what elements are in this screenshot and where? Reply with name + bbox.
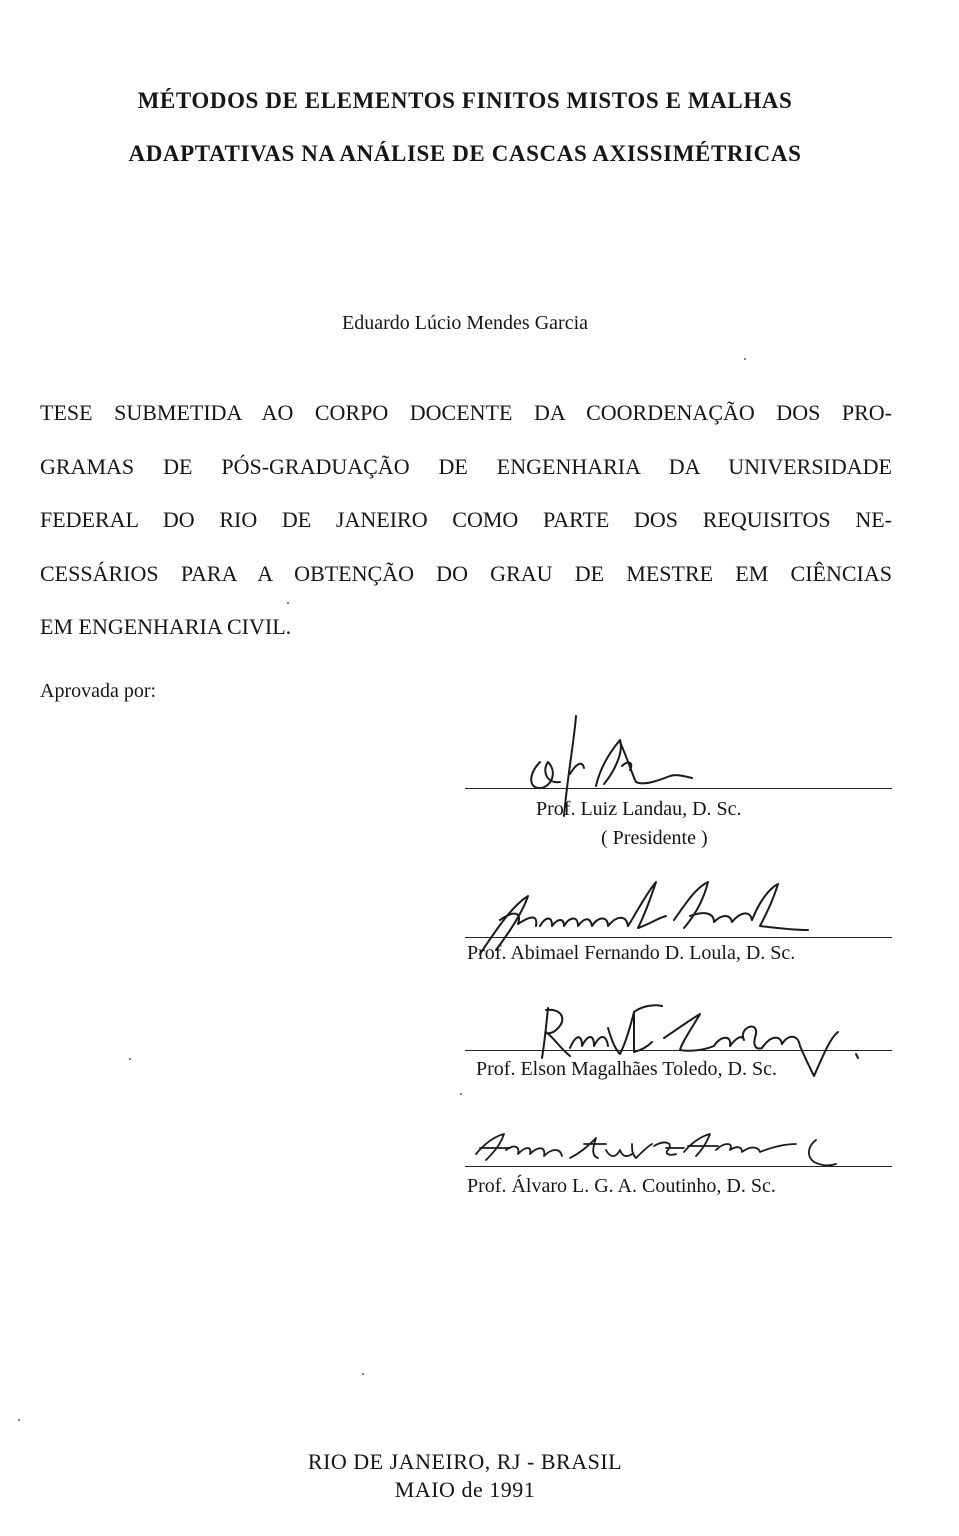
footer-location: RIO DE JANEIRO, RJ - BRASIL	[307, 1449, 623, 1474]
thesis-statement-line-2: GRAMAS DE PÓS-GRADUAÇÃO DE ENGENHARIA DA UNIVERSIDADE	[40, 454, 892, 479]
committee-member-4-name: Prof. Álvaro L. G. A. Coutinho, D. Sc.	[467, 1175, 776, 1197]
thesis-statement-line-4: CESSÁRIOS PARA A OBTENÇÃO DO GRAU DE MESTRE EM CIÊNCIAS	[40, 561, 892, 586]
thesis-title-line-2: ADAPTATIVAS NA ANÁLISE DE CASCAS AXISSIMÉTRICAS	[128, 141, 802, 166]
thesis-statement-line-5: EM ENGENHARIA CIVIL.	[40, 614, 292, 639]
thesis-title-line-1: MÉTODOS DE ELEMENTOS FINITOS MISTOS E MALHAS	[137, 88, 793, 113]
committee-member-1-name: Prof. Luiz Landau, D. Sc.	[536, 798, 742, 820]
scan-speck	[287, 602, 289, 604]
scan-speck	[362, 1373, 364, 1375]
signature-coutinho	[470, 1128, 850, 1178]
signature-line-4	[465, 1166, 892, 1167]
signature-line-3	[465, 1050, 892, 1051]
scan-speck	[18, 1419, 20, 1421]
signature-line-2	[465, 937, 892, 938]
approved-by-label: Aprovada por:	[40, 680, 157, 702]
thesis-statement-line-3: FEDERAL DO RIO DE JANEIRO COMO PARTE DOS REQUISITOS NE-	[40, 507, 892, 532]
thesis-statement-line-1: TESE SUBMETIDA AO CORPO DOCENTE DA COORDENAÇÃO DOS PRO-	[40, 400, 892, 425]
signature-line-1	[465, 788, 892, 789]
committee-member-2-name: Prof. Abimael Fernando D. Loula, D. Sc.	[467, 942, 796, 964]
author-name: Eduardo Lúcio Mendes Garcia	[341, 312, 588, 334]
scan-speck	[460, 1093, 462, 1095]
scan-speck	[744, 358, 746, 360]
footer-date: MAIO de 1991	[394, 1477, 536, 1502]
scan-speck	[129, 1058, 131, 1060]
committee-member-1-role: ( Presidente )	[601, 827, 708, 849]
committee-member-3-name: Prof. Elson Magalhães Toledo, D. Sc.	[476, 1058, 777, 1080]
